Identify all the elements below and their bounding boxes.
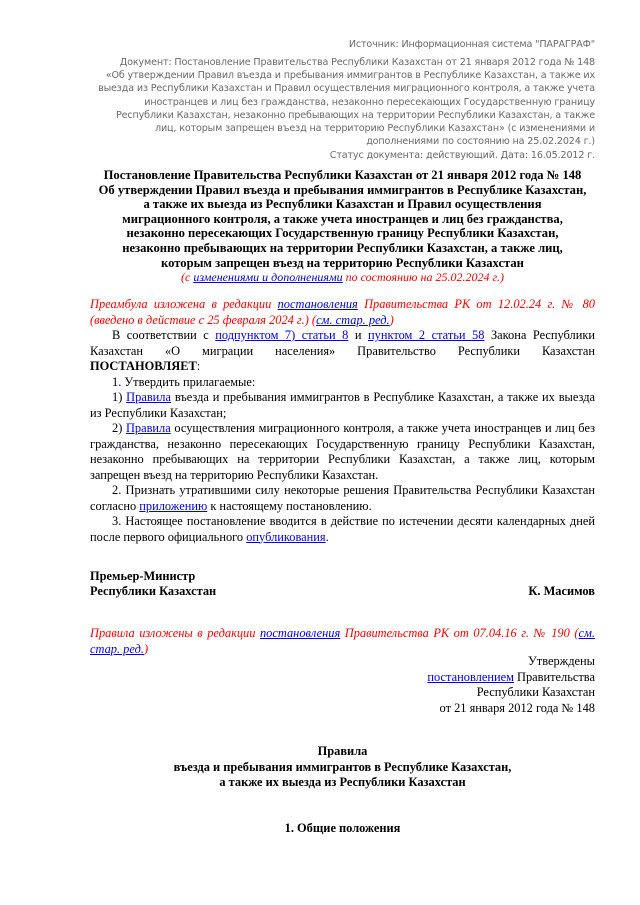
note-text: Правила изложены в редакции — [90, 626, 260, 640]
rules-title — [90, 744, 595, 791]
document-info-line: выезда из Республики Казахстан и Правил осуществления миграционного контроля, а также учета — [98, 83, 595, 95]
item-2 — [90, 483, 595, 514]
signatory-position: Премьер-Министр — [90, 569, 196, 583]
item-text: 2. Признать утратившими силу некоторые решения Правительства Республики Казахстан согласно — [90, 483, 595, 513]
approval-stamp — [427, 654, 595, 716]
rules-edition-note — [90, 626, 595, 657]
paragraph-text: и — [348, 328, 369, 342]
item-number: 2) — [112, 421, 126, 435]
item-3 — [90, 514, 595, 545]
title-line: Об утверждении Правил въезда и пребывания иммигрантов в Республике Казахстан, — [98, 182, 587, 197]
rules-title-line: а также их выезда из Республики Казахстан — [219, 775, 466, 789]
document-info-line: «Об утверждении Правил въезда и пребывания иммигрантов в Республике Казахстан, а также их — [105, 70, 595, 82]
preamble-paragraph — [90, 328, 595, 375]
rules-resolution-link[interactable]: постановления — [259, 626, 341, 640]
document-title — [90, 168, 595, 285]
title-line: незаконно пересекающих Государственную границу Республики Казахстан, — [126, 226, 559, 241]
note-text: Правительства РК от 12.02.24 г. № 80 (введено в действие с 25 февраля 2024 г.) ( — [90, 297, 595, 327]
approved-date: от 21 января 2012 года № 148 — [439, 700, 595, 715]
note-text: ) — [389, 312, 394, 327]
source-line: Источник: Информационная система "ПАРАГРАФ" — [348, 39, 595, 50]
item-text: . — [325, 529, 329, 544]
item-text: к настоящему постановлению. — [207, 498, 372, 513]
item-1: 1. Утвердить прилагаемые: — [112, 374, 256, 389]
rules-title-line: Правила — [317, 744, 368, 758]
rules-entry-link[interactable]: Правила — [126, 390, 171, 404]
preamble-edition-note — [90, 297, 595, 328]
rules-old-edition-link[interactable]: см. стар. ред. — [90, 626, 595, 656]
item-number: 1) — [112, 390, 127, 404]
title-line: миграционного контроля, а также учета иностранцев и лиц без гражданства, — [122, 211, 563, 226]
approved-label: Утверждены — [528, 654, 595, 668]
approved-by — [427, 670, 595, 686]
document-info-line: дополнениями по состоянию на 25.02.2024 г.) — [366, 136, 595, 148]
old-edition-link[interactable]: см. стар. ред. — [316, 312, 390, 327]
signatory-country: Республики Казахстан — [90, 584, 217, 598]
item-1-2 — [90, 421, 595, 483]
publication-link[interactable]: опубликования — [246, 529, 326, 544]
document-status: Статус документа: действующий. Дата: 16.05.2012 г. — [329, 150, 595, 161]
signature-block — [90, 569, 595, 599]
title-line: незаконно пребывающих на территории Республики Казахстан, а также лиц, — [122, 240, 563, 255]
amend-suffix: по состоянию на 25.02.2024 г.) — [342, 270, 504, 285]
document-info-line: лиц, которым запрещен въезд на территорию Республики Казахстан» (с изменениями и — [154, 123, 595, 135]
document-body — [90, 297, 595, 545]
item-1-1 — [90, 390, 595, 421]
approved-country: Республики Казахстан — [476, 685, 595, 699]
amendments-link[interactable]: изменениями и дополнениями — [193, 270, 343, 285]
paragraph-text: : — [196, 359, 201, 373]
appendix-link[interactable]: приложению — [139, 498, 208, 513]
title-line: которым запрещен въезд на территорию Республики Казахстан — [161, 255, 524, 270]
paragraph-text: В соответствии с — [112, 328, 216, 342]
note-text: Преамбула изложена в редакции — [90, 297, 278, 311]
decree-word: ПОСТАНОВЛЯЕТ — [90, 359, 197, 373]
paragraph-text: Закона Республики Казахстан «О миграции населения» Правительство Республики Казахстан — [90, 328, 596, 358]
subparagraph-7-article-8-link[interactable]: подпунктом 7) статьи 8 — [215, 328, 349, 342]
note-text: ( — [574, 626, 579, 640]
title-line: Постановление Правительства Республики Казахстан от 21 января 2012 года № 148 — [103, 168, 582, 182]
approved-text: Правительства — [513, 669, 595, 684]
title-line: а также их выезда из Республики Казахстан и Правил осуществления — [143, 197, 542, 212]
note-text: ) — [143, 641, 149, 656]
amend-prefix: (с — [181, 270, 194, 285]
signatory-name: К. Масимов — [528, 584, 595, 598]
item-text: въезда и пребывания иммигрантов в Республике Казахстан, а также их выезда из Республики Казахстан; — [90, 390, 595, 420]
rules-control-link[interactable]: Правила — [125, 421, 171, 435]
item-text: 3. Настоящее постановление вводится в действие по истечении десяти календарных дней после первого официального — [90, 514, 595, 544]
amendments-note — [90, 270, 595, 285]
item-text: осуществления миграционного контроля, а также учета иностранцев и лиц без гражданства, незаконно пересекающих Государственную границу Республики Казахстан, незаконно пребывающих на территории Республики Казахстан, а также лиц, которым запрещен въезд на территорию Республики Казахстан. — [90, 421, 595, 482]
rules-edition-block — [90, 626, 595, 657]
section-heading: 1. Общие положения — [284, 821, 401, 835]
document-info-line: иностранцев и лиц без гражданства, незаконно пересекающих Государственную границу — [144, 96, 595, 108]
paragraph-2-article-58-link[interactable]: пунктом 2 статьи 58 — [368, 328, 485, 342]
document-info — [75, 56, 595, 148]
document-info-line: Республики Казахстан, незаконно пребывающих на территории Республики Казахстан, а также — [116, 109, 595, 121]
approving-resolution-link[interactable]: постановлением — [427, 669, 514, 684]
note-text: Правительства РК от 07.04.16 г. № 190 — [340, 626, 575, 640]
document-info-line: Документ: Постановление Правительства Республики Казахстан от 21 января 2012 года № 148 — [119, 57, 595, 68]
rules-title-line: въезда и пребывания иммигрантов в Республике Казахстан, — [173, 759, 512, 774]
resolution-link[interactable]: постановления — [277, 297, 358, 311]
